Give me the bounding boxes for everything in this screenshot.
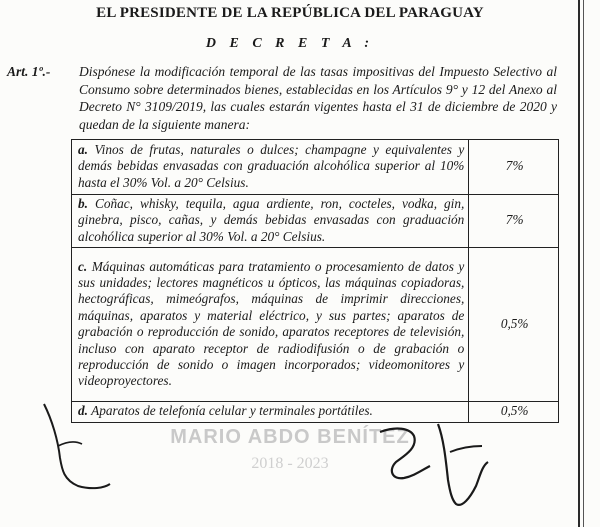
signature-right-flourish — [438, 424, 488, 505]
watermark-name: MARIO ABDO BENÍTEZ — [170, 426, 410, 448]
signature-right-stroke — [380, 429, 430, 479]
item-rate: 7% — [469, 195, 559, 248]
signature-left-hook — [58, 442, 82, 446]
item-rate: 0,5% — [469, 248, 559, 402]
item-text: Coñac, whisky, tequila, agua ardiente, ron, cocteles, vodka, gin, ginebra, pisco, cañas, y demás bebidas envasadas con graduación alcohólica superior al 30% Vol. a 20° Celsius. — [78, 196, 465, 244]
item-rate: 0,5% — [469, 402, 559, 422]
signature-dash — [450, 446, 482, 452]
document-title: EL PRESIDENTE DE LA REPÚBLICA DEL PARAGUAY — [96, 5, 484, 21]
item-rate: 7% — [469, 140, 559, 195]
watermark-years: 2018 - 2023 — [251, 455, 329, 472]
item-text: Aparatos de telefonía celular y terminales portátiles. — [91, 403, 373, 419]
article-intro: Dispónese la modificación temporal de las tasas impositivas del Impuesto Selectivo al Consumo sobre determinados bienes, establecidas en los Artículos 9° y 12 del Anexo al Decreto N° 3109/2019, las cuales estarán vigentes hasta el 31 de diciembre de 2020 y quedan de la siguiente manera: — [79, 64, 557, 132]
item-letter: a. — [78, 141, 88, 157]
item-text: Máquinas automáticas para tratamiento o procesamiento de datos y sus unidades; lectores magnéticos u ópticos, las máquinas copiadoras, hectográficas, mimeógrafos, máquinas de imprimir direcciones, máquinas, aparatos y material eléctrico, y sus partes; aparatos de grabación o reproducción de sonido, aparatos receptores de televisión, incluso con aparato receptor de radiodifusión o de grabación o reproducción de sonido o imagen incorporados; videomonitores y videoproyectores. — [78, 258, 465, 389]
item-letter: c. — [78, 258, 88, 274]
item-text: Vinos de frutas, naturales o dulces; champagne y equivalentes y demás bebidas envasadas con graduación alcohólica superior al 10% hasta el 30% Vol. a 20° Celsius. — [78, 141, 465, 190]
article-label: Art. 1º.- — [7, 64, 51, 79]
item-letter: d. — [78, 403, 88, 419]
signature-left-stroke — [44, 404, 110, 488]
decreta-heading: D E C R E T A : — [205, 36, 375, 51]
item-letter: b. — [78, 196, 88, 211]
